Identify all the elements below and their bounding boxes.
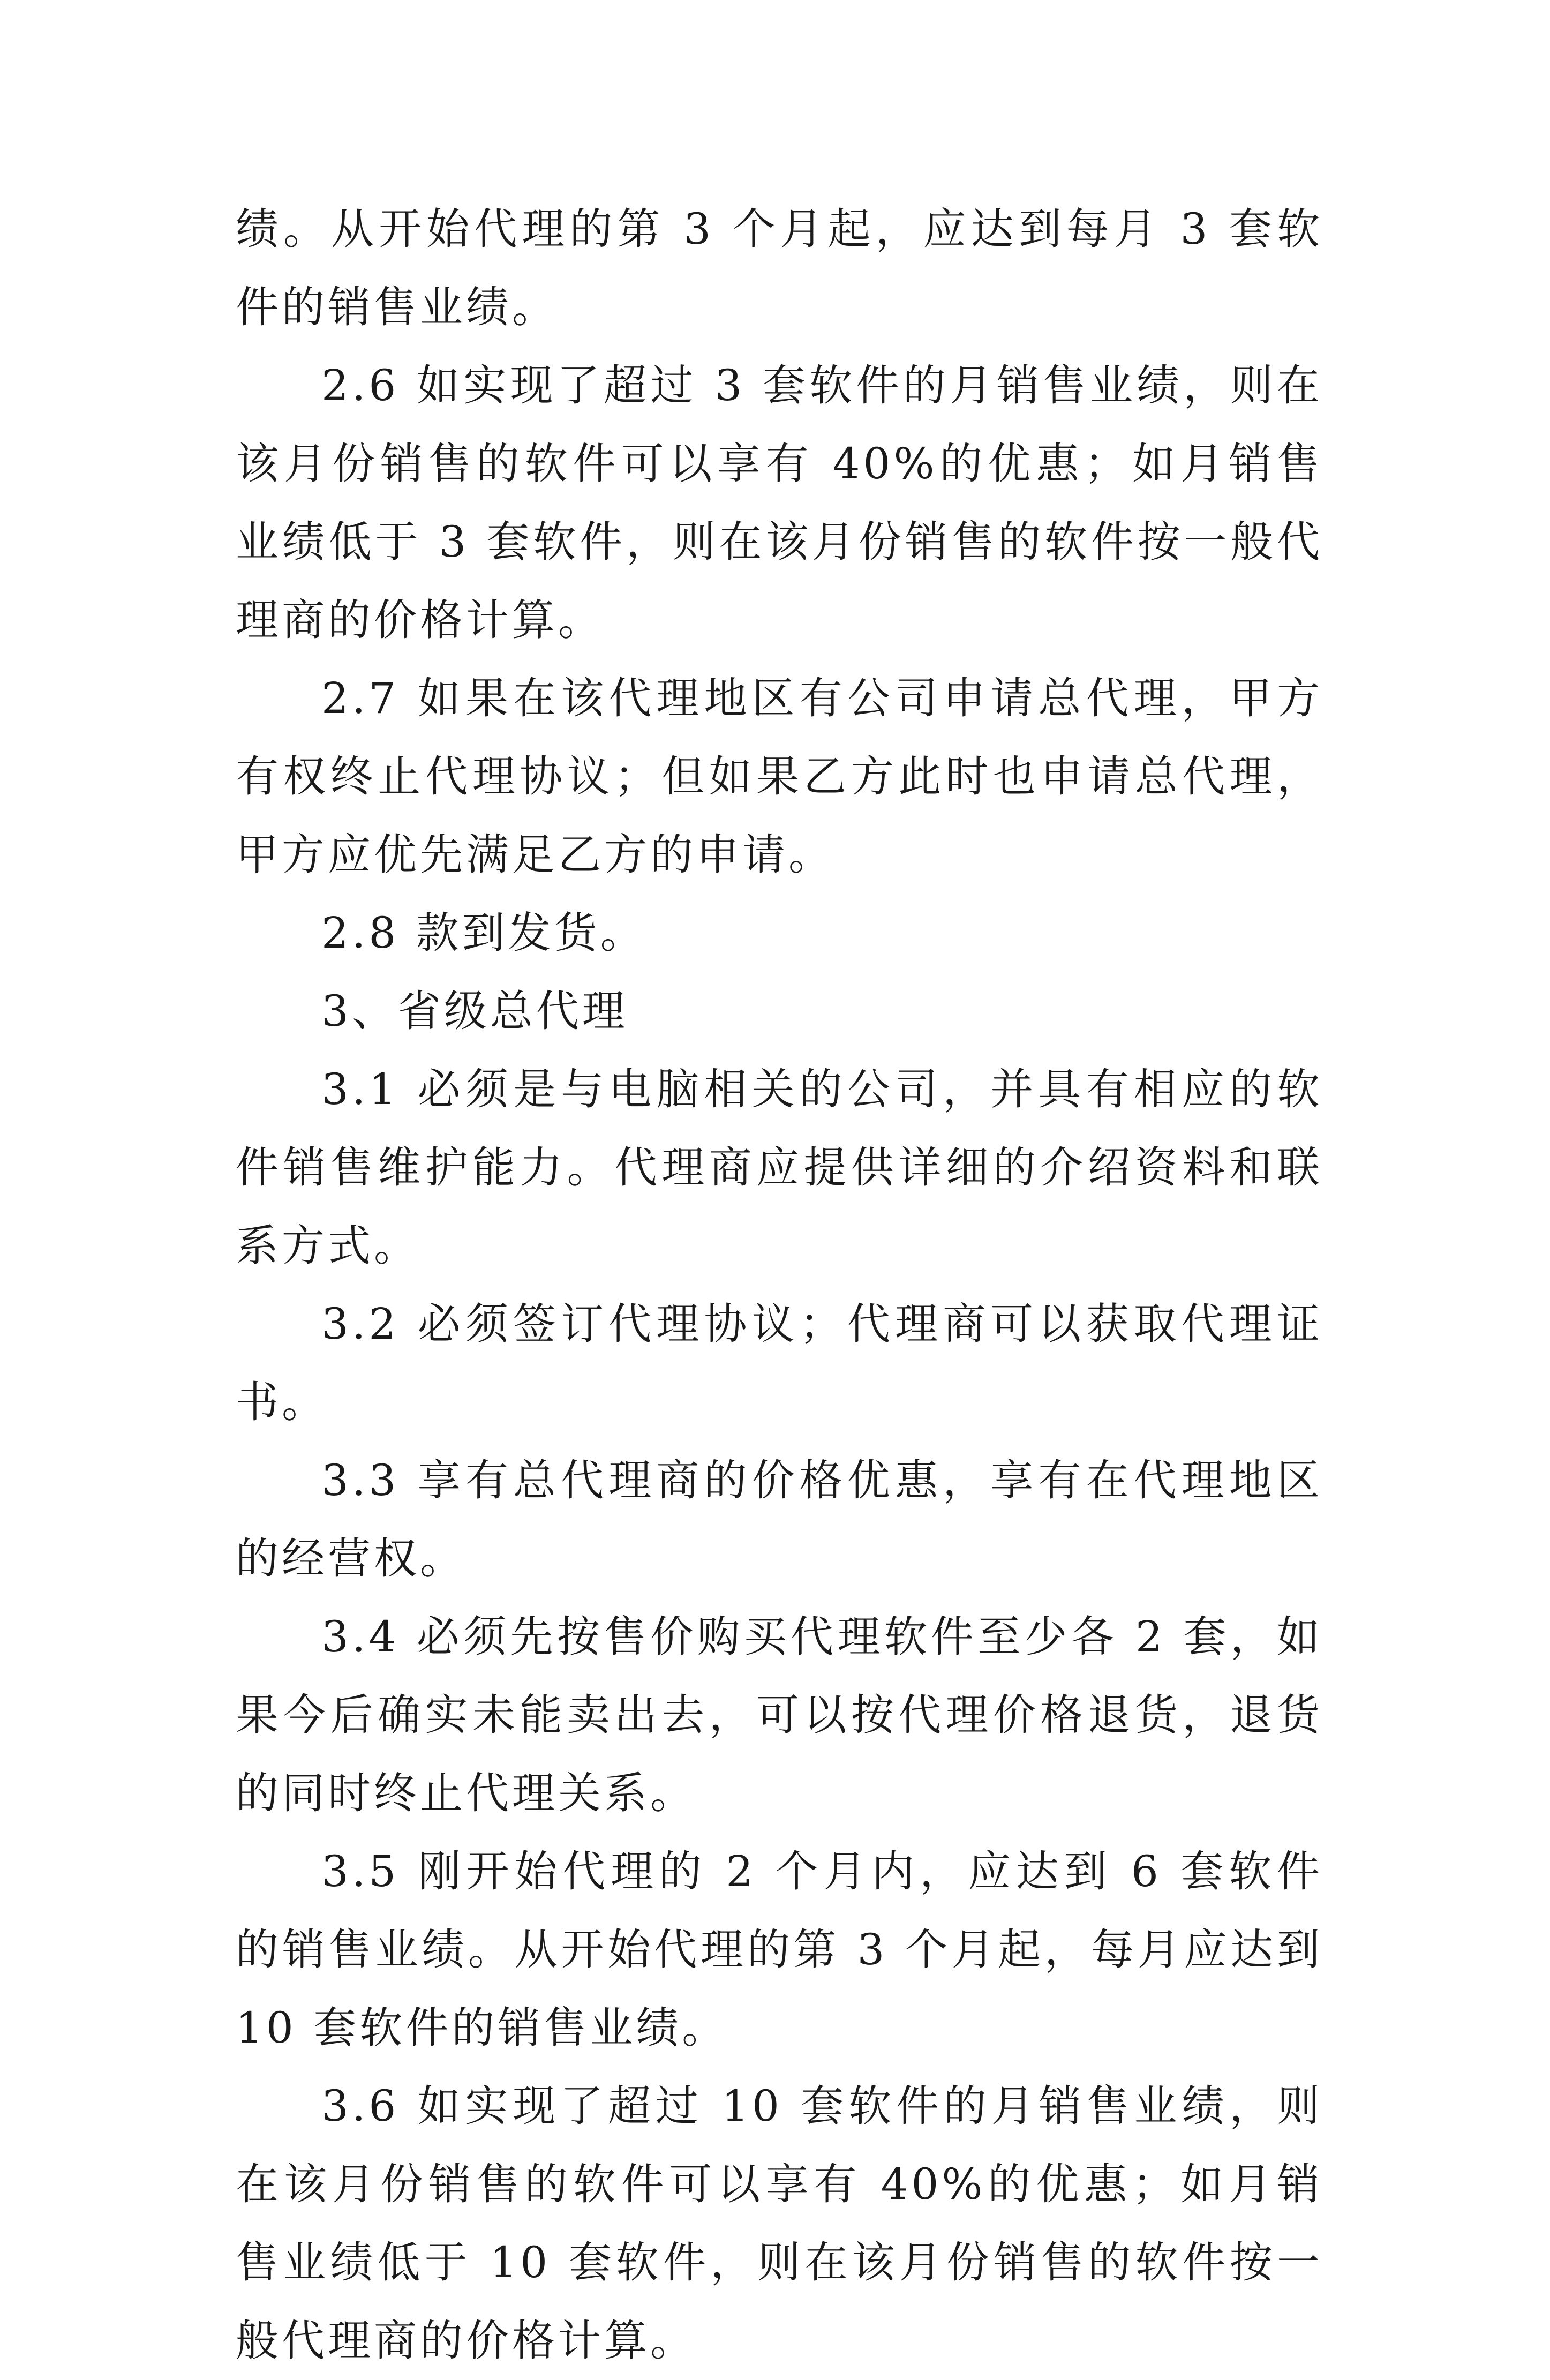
clause-3-2: 3.2 必须签订代理协议；代理商可以获取代理证书。	[236, 1299, 1323, 1427]
clause-2-7: 2.7 如果在该代理地区有公司申请总代理，甲方有权终止代理协议；但如果乙方此时也申请总代理，甲方应优先满足乙方的申请。	[236, 673, 1323, 880]
clause-3-3: 3.3 享有总代理商的价格优惠，享有在代理地区的经营权。	[236, 1455, 1323, 1583]
clause-2-6: 2.6 如实现了超过 3 套软件的月销售业绩，则在该月份销售的软件可以享有 40%的优惠；如月销售业绩低于 3 套软件，则在该月份销售的软件按一般代理商的价格计算。	[236, 361, 1323, 645]
document-body	[236, 190, 1323, 2380]
paragraph-continuation: 绩。从开始代理的第 3 个月起，应达到每月 3 套软件的销售业绩。	[236, 204, 1323, 332]
clause-3-5: 3.5 刚开始代理的 2 个月内，应达到 6 套软件的销售业绩。从开始代理的第 3 个月起，每月应达到 10 套软件的销售业绩。	[236, 1846, 1323, 2053]
clause-3-6: 3.6 如实现了超过 10 套软件的月销售业绩，则在该月份销售的软件可以享有 40%的优惠；如月销售业绩低于 10 套软件，则在该月份销售的软件按一般代理商的价格计算。	[236, 2081, 1323, 2366]
clause-2-8: 2.8 款到发货。	[321, 908, 646, 958]
section-heading-3: 3、省级总代理	[321, 986, 628, 1036]
clause-3-1: 3.1 必须是与电脑相关的公司，并具有相应的软件销售维护能力。代理商应提供详细的介绍资料和联系方式。	[236, 1064, 1323, 1271]
clause-3-4: 3.4 必须先按售价购买代理软件至少各 2 套，如果今后确实未能卖出去，可以按代理价格退货，退货的同时终止代理关系。	[236, 1612, 1323, 1818]
